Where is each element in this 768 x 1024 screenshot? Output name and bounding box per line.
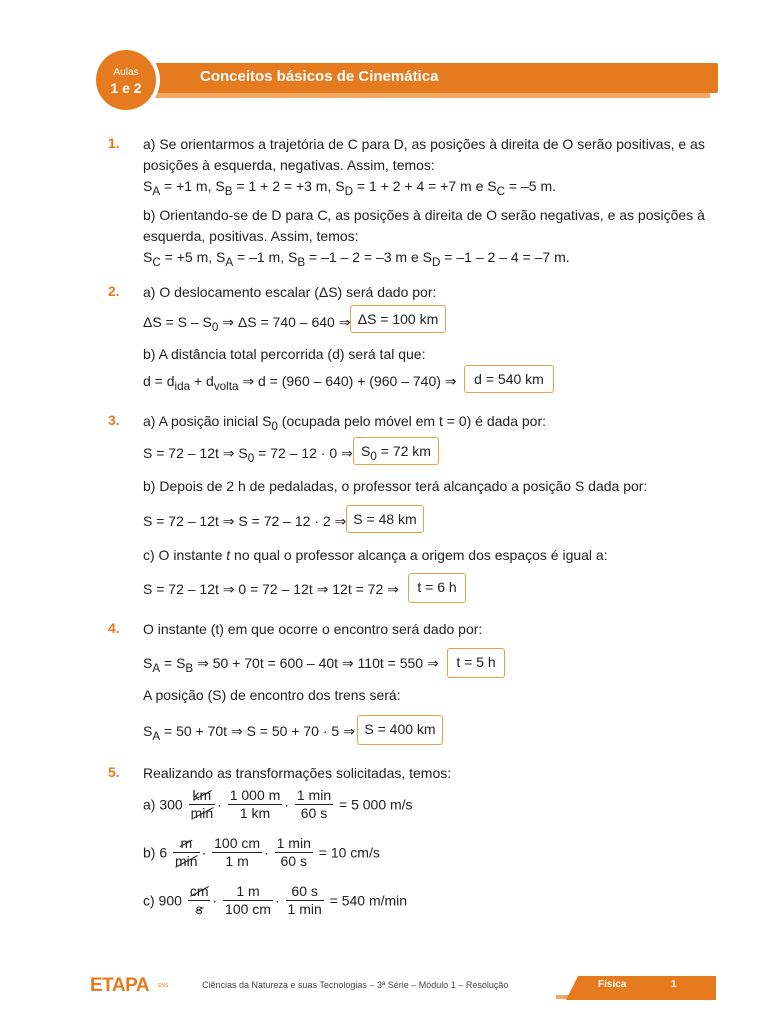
q2-line: b) A distância total percorrida (d) será tal que: [143,346,426,362]
question-2-number: 2. [108,283,120,299]
q2-line: $\Delta S = S - S_0$ ⇒ ΔS = 740 – 640 ⇒ [143,314,351,334]
fraction: $\frac{1 m}{100 cm}$ [225,883,271,917]
fraction: km min [190,787,214,821]
question-4-number: 4. [108,620,120,636]
etapa-logo-sub: ENS [158,983,169,989]
lesson-label: Aulas [113,67,139,78]
q4-line: $S_A = 50 + 70t$ ⇒ S = 50 + 70 · 5 ⇒ [143,723,355,743]
lesson-number: 1 e 2 [110,80,142,96]
q4-line: O instante (t) em que ocorre o encontro será dado por: [143,621,483,637]
answer-box: d = 540 km [464,365,554,393]
answer-box: ΔS = 100 km [350,305,446,333]
answer-box: t = 6 h [408,573,466,603]
q2-line: a) O deslocamento escalar (ΔS) será dado por: [143,284,437,300]
q4-line: $S_A = S_B$ ⇒ 50 + 70t = 600 – 40t ⇒ 110t = 550 ⇒ [143,655,439,675]
q3-line: a) A posição inicial $S_0$ (ocupada pelo móvel em t = 0) é dada por: [143,413,546,433]
conversion-a: a) 300 km min · $\frac{1 000 m}{1 km}$ · 1 min 60 s = 5 000 m/s [143,787,413,821]
fraction: 1 min 60 s [276,835,311,869]
answer-box: S = 48 km [346,505,424,533]
footer-text: Ciências da Natureza e suas Tecnologias – 3ª Série – Módulo 1 – Resolução [202,980,509,990]
q1-line: a) Se orientarmos a trajetória de C para D, as posições à direita de O serão positivas, e as [143,136,705,152]
question-3-number: 3. [108,412,120,428]
question-5-number: 5. [108,764,120,780]
q1-line: $S_A = +1$ m, $S_B = 1 + 2 = +3$ m, $S_D = 1 + 2 + 4 = +7$ m e $S_C = -5$ m. [143,178,556,198]
header-bar-stripe [150,93,710,98]
answer-box: $S_0 = 72$ km [353,437,439,465]
q1-line: esquerda, positivas. Assim, temos: [143,228,359,244]
conversion-c: c) 900 $\frac{cm}{s}$ · $\frac{1 m}{100 cm}$ · 60 s 1 min = 540 m/min [143,883,408,917]
page-title: Conceitos básicos de Cinemática [200,68,439,85]
fraction: m min [175,835,198,869]
question-1-number: 1. [108,135,120,151]
fraction: 60 s 1 min [287,883,322,917]
q3-line: S = 72 – 12t ⇒ 0 = 72 – 12t ⇒ 12t = 72 ⇒ [143,581,399,597]
fraction: $\frac{100 cm}{1 m}$ [214,835,261,869]
footer-subject: Física [598,979,627,990]
q3-line: b) Depois de 2 h de pedaladas, o professor terá alcançado a posição S dada por: [143,478,648,494]
q1-line: posições à esquerda, negativas. Assim, temos: [143,157,435,173]
page-number: 1 [671,979,677,990]
q2-line: $d = d_{ida} + d_{volta}$ ⇒ d = (960 – 640) + (960 – 740) ⇒ [143,373,457,393]
footer-tab [566,976,716,1000]
fraction: $\frac{cm}{s}$ [189,883,209,917]
answer-box: S = 400 km [357,715,443,745]
q3-line: S = 72 – 12t ⇒ S = 72 – 12 · 2 ⇒ [143,513,347,529]
q3-line: c) O instante t no qual o professor alcança a origem dos espaços é igual a: [143,547,608,563]
q1-line: $S_C = +5$ m, $S_A = -1$ m, $S_B = -1 - 2 = -3$ m e $S_D = -1 - 2 - 4 = -7$ m. [143,249,570,269]
conversion-b: b) 6 m min · $\frac{100 cm}{1 m}$ · 1 min 60 s = 10 cm/s [143,835,380,869]
q3-line: S = 72 – 12t ⇒ $S_0 = 72 - 12 \cdot 0$ ⇒ [143,445,353,465]
etapa-logo: ETAPA [90,975,150,996]
q4-line: A posição (S) de encontro dos trens será: [143,687,401,703]
fraction: $\frac{1 000 m}{1 km}$ [229,787,281,821]
answer-box: t = 5 h [447,648,505,678]
q5-intro: Realizando as transformações solicitadas, temos: [143,765,452,781]
fraction: 1 min 60 s [296,787,332,821]
q1-line: b) Orientando-se de D para C, as posições à direita de O serão negativas, e as posições à [143,207,705,223]
